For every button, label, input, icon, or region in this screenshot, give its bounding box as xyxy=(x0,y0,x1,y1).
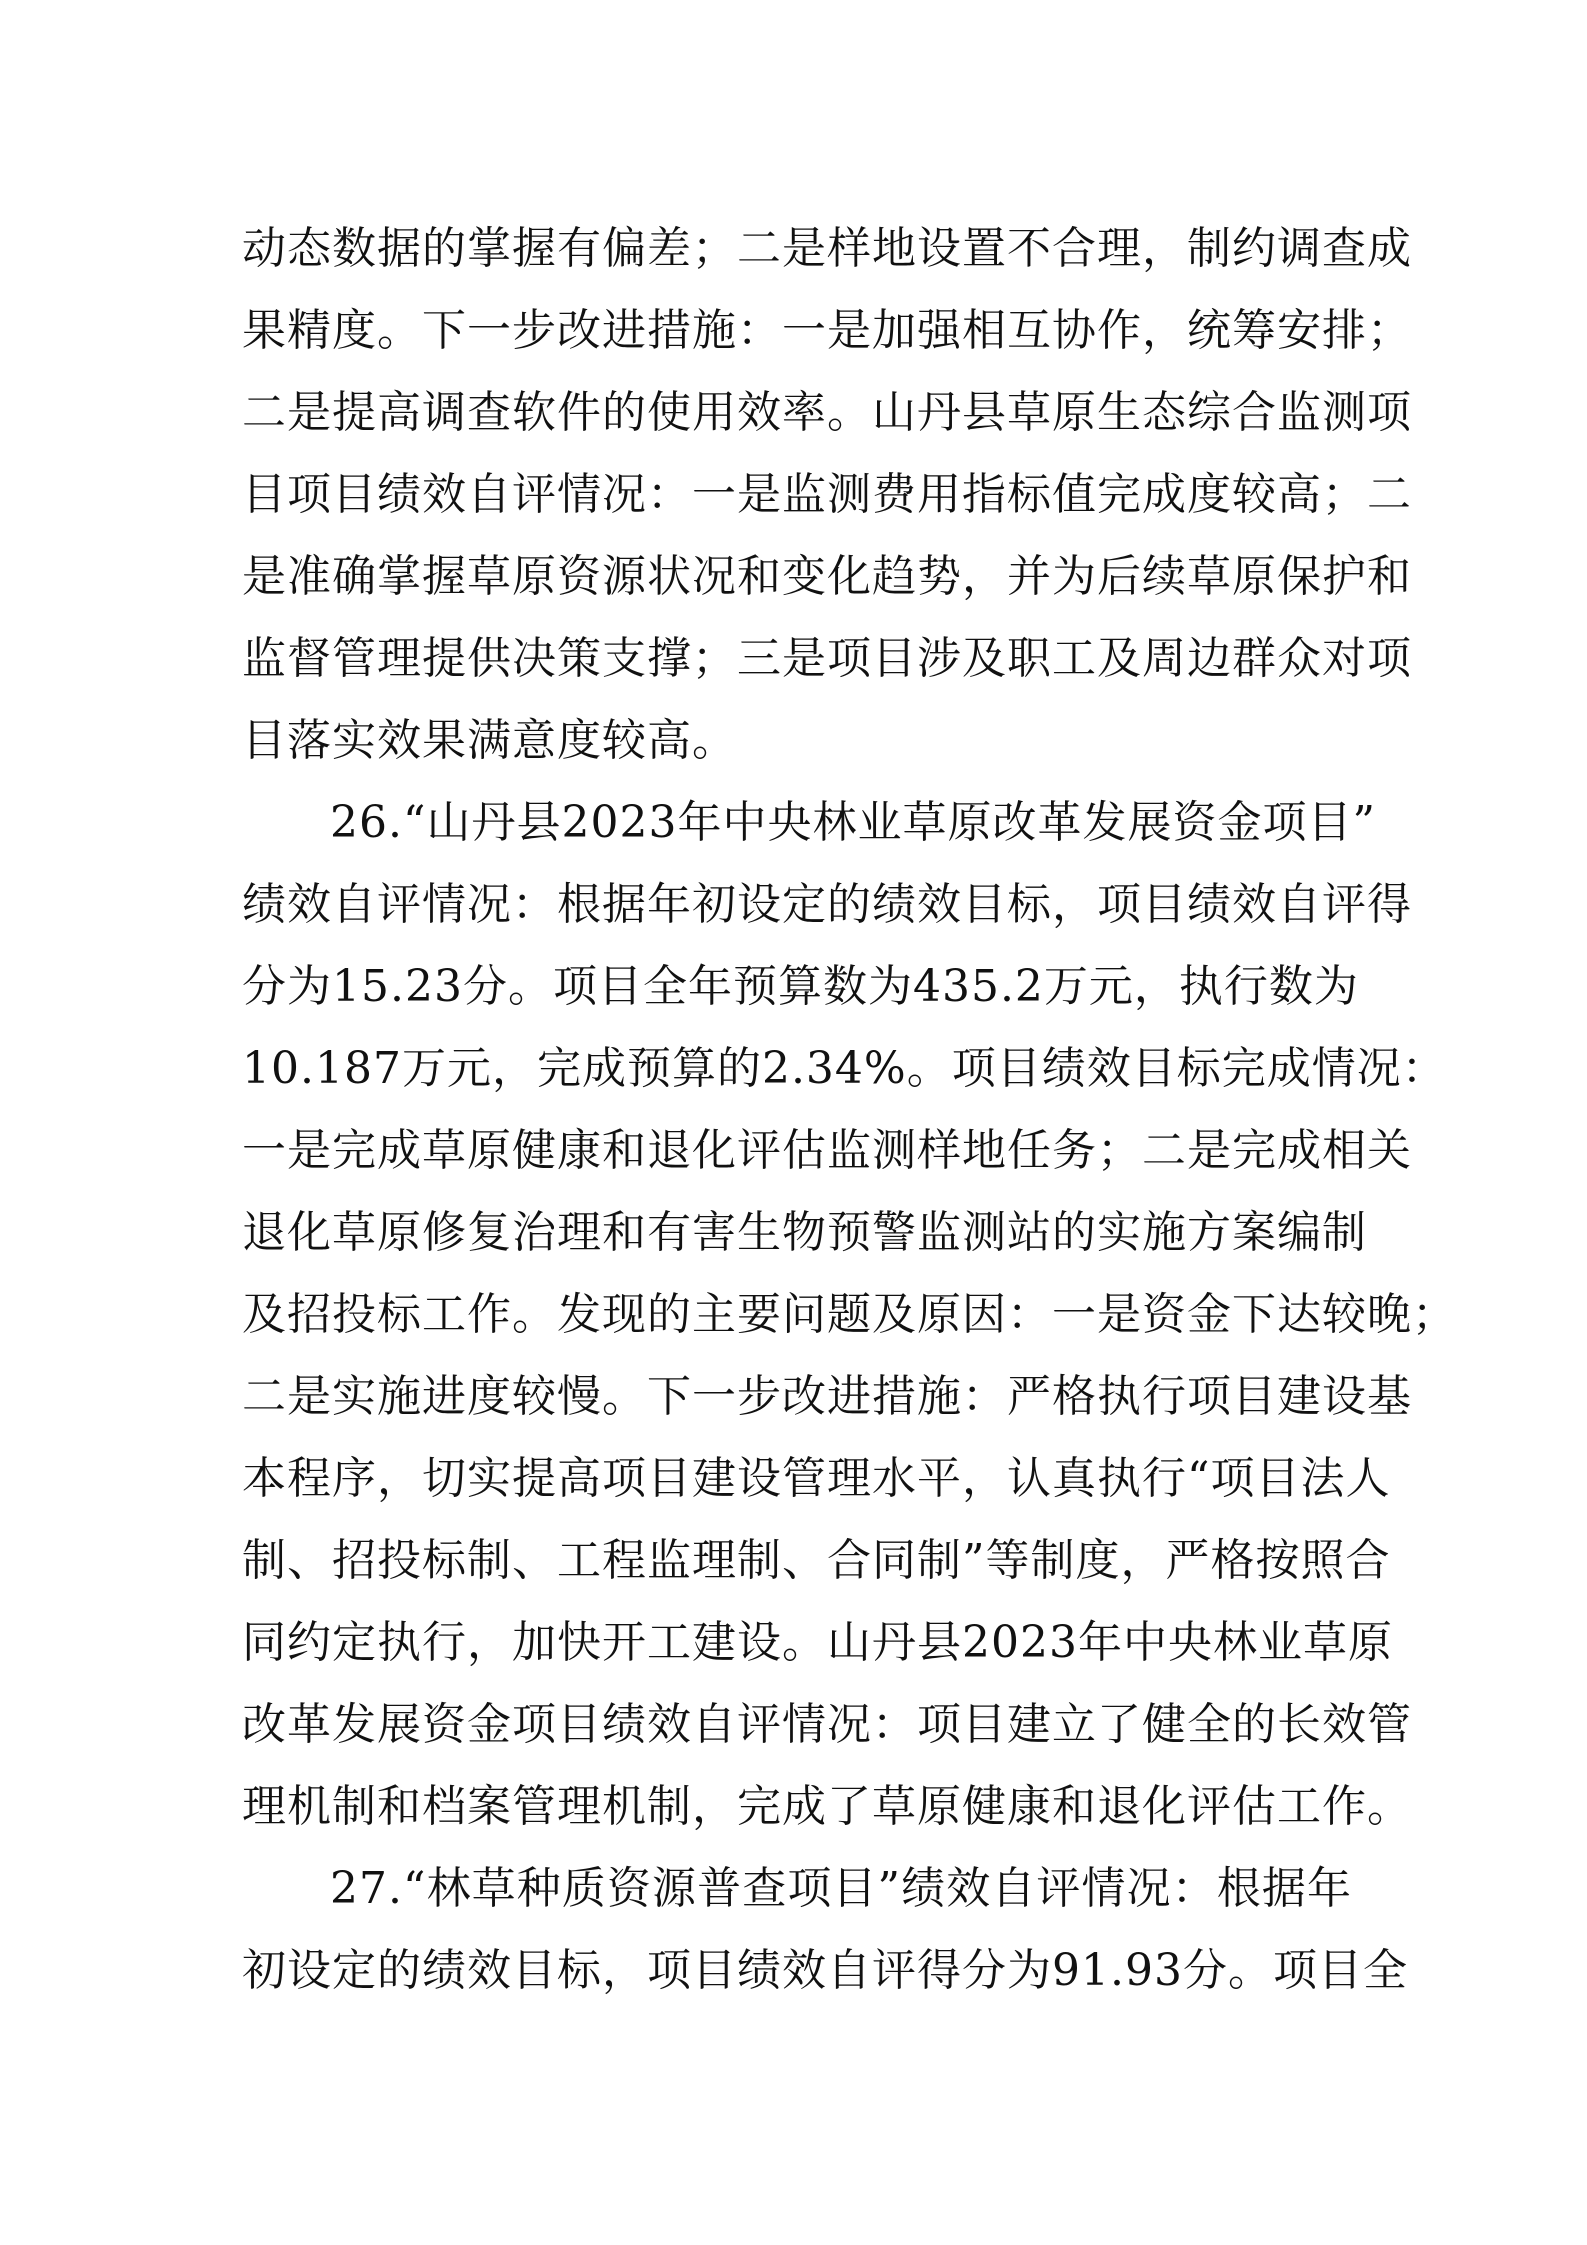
text-line-content: 27.“林草种质资源普查项目”绩效自评情况：根据年 xyxy=(330,1863,1352,1914)
text-line xyxy=(242,1110,1412,1192)
text-line-content: 理机制和档案管理机制，完成了草原健康和退化评估工作。 xyxy=(242,1781,1412,1832)
text-line xyxy=(242,1930,1408,2012)
text-line-content: 10.187万元，完成预算的2.34%。项目绩效目标完成情况： xyxy=(242,1043,1447,1094)
text-line xyxy=(242,700,1352,782)
text-line xyxy=(242,208,1412,290)
text-line xyxy=(242,1274,1457,1356)
text-line-content: 监督管理提供决策支撑；三是项目涉及职工及周边群众对项 xyxy=(242,633,1412,684)
text-line-content: 目项目绩效自评情况：一是监测费用指标值完成度较高；二 xyxy=(242,469,1412,520)
text-line xyxy=(242,454,1412,536)
text-line xyxy=(242,1192,1367,1274)
text-line-content: 绩效自评情况：根据年初设定的绩效目标，项目绩效自评得 xyxy=(242,879,1412,930)
text-line xyxy=(242,536,1412,618)
text-line-content: 目落实效果满意度较高。 xyxy=(242,715,737,766)
paragraph-26-start xyxy=(242,782,1376,864)
text-line-content: 退化草原修复治理和有害生物预警监测站的实施方案编制 xyxy=(242,1207,1367,1258)
text-line xyxy=(242,946,1359,1028)
text-line xyxy=(242,1766,1412,1848)
text-line-content: 二是实施进度较慢。下一步改进措施：严格执行项目建设基 xyxy=(242,1371,1412,1422)
text-line-content: 二是提高调查软件的使用效率。山丹县草原生态综合监测项 xyxy=(242,387,1412,438)
text-line-content: 分为15.23分。项目全年预算数为435.2万元，执行数为 xyxy=(242,961,1359,1012)
text-line-content: 制、招投标制、工程监理制、合同制”等制度，严格按照合 xyxy=(242,1535,1391,1586)
text-line-content: 动态数据的掌握有偏差；二是样地设置不合理，制约调查成 xyxy=(242,223,1412,274)
text-line-content: 及招投标工作。发现的主要问题及原因：一是资金下达较晚； xyxy=(242,1289,1457,1340)
text-line xyxy=(242,1520,1391,1602)
text-line xyxy=(242,1438,1391,1520)
text-line xyxy=(242,864,1412,946)
text-line xyxy=(242,1684,1412,1766)
text-line xyxy=(242,290,1412,372)
text-line-content: 改革发展资金项目绩效自评情况：项目建立了健全的长效管 xyxy=(242,1699,1412,1750)
text-line xyxy=(242,372,1412,454)
text-line xyxy=(242,1356,1412,1438)
text-line xyxy=(242,1028,1447,1110)
text-line-content: 是准确掌握草原资源状况和变化趋势，并为后续草原保护和 xyxy=(242,551,1412,602)
text-line-content: 一是完成草原健康和退化评估监测样地任务；二是完成相关 xyxy=(242,1125,1412,1176)
document-body xyxy=(242,208,1457,2012)
text-line-content: 同约定执行，加快开工建设。山丹县2023年中央林业草原 xyxy=(242,1617,1393,1668)
paragraph-27-start xyxy=(242,1848,1352,1930)
text-line-content: 果精度。下一步改进措施：一是加强相互协作，统筹安排； xyxy=(242,305,1412,356)
text-line xyxy=(242,1602,1393,1684)
text-line xyxy=(242,618,1412,700)
text-line-content: 初设定的绩效目标，项目绩效自评得分为91.93分。项目全 xyxy=(242,1945,1408,1996)
text-line-content: 本程序，切实提高项目建设管理水平，认真执行“项目法人 xyxy=(242,1453,1391,1504)
text-line-content: 26.“山丹县2023年中央林业草原改革发展资金项目” xyxy=(330,797,1376,848)
